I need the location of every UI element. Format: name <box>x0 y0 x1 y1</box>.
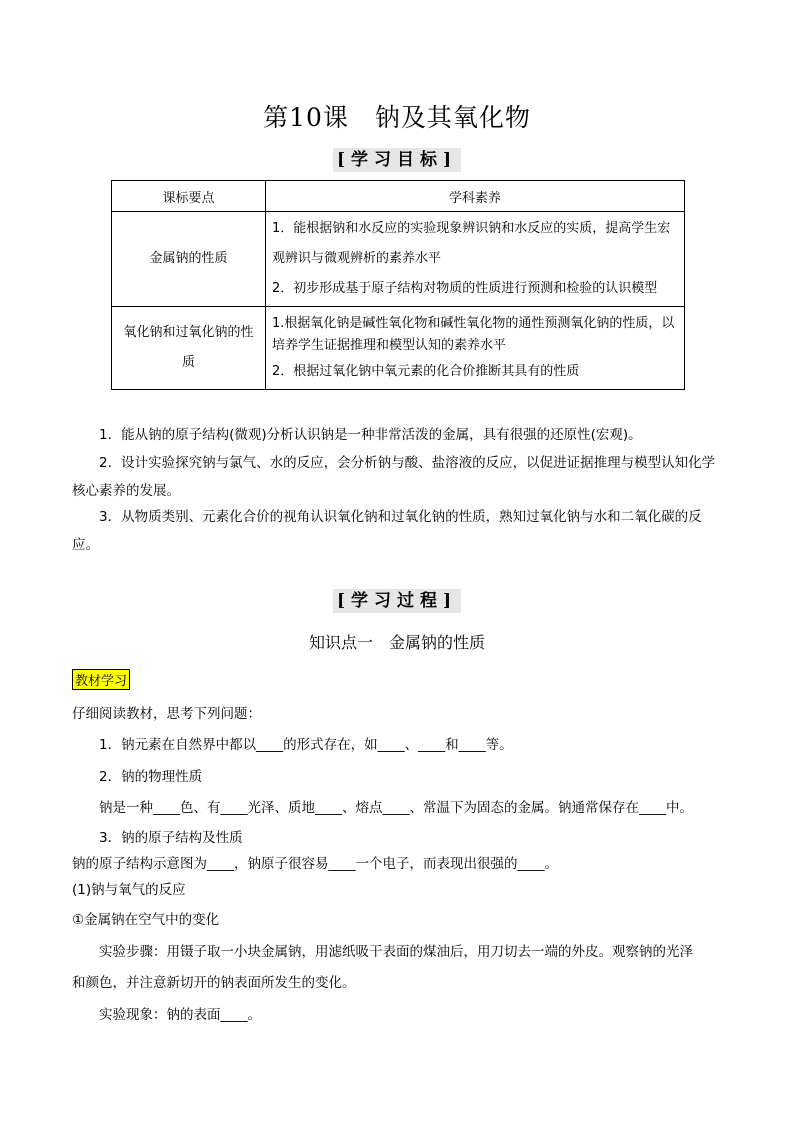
learning-goals-banner: [学习目标] <box>327 143 467 172</box>
table-cell-topic: 金属钠的性质 <box>112 212 266 307</box>
table-header-row <box>112 181 685 212</box>
page-title: 第10课 钠及其氧化物 <box>263 103 531 132</box>
literacy-item: 2．初步形成基于原子结构对物质的性质进行预测和检验的认识模型 <box>272 281 658 296</box>
textbook-study-tag: 教材学习 <box>72 669 130 690</box>
goals-table <box>111 180 685 390</box>
table-row <box>112 307 685 390</box>
goal-item: 3．从物质类别、元素化合价的视角认识氧化钠和过氧化钠的性质，熟知过氧化钠与水和二氧化碳的反应。 <box>72 509 702 553</box>
table-cell-literacy <box>266 212 685 307</box>
question-item: 3．钠的原子结构及性质 <box>99 830 243 846</box>
learning-process-banner: [学习过程] <box>327 584 467 613</box>
literacy-item: 2．根据过氧化钠中氧元素的化合价推断其具有的性质 <box>272 364 580 379</box>
subheading: (1)钠与氧气的反应 <box>72 882 186 898</box>
question-item: 1．钠元素在自然界中都以____的形式存在，如____、____和____等。 <box>99 737 513 753</box>
table-header-cell: 课标要点 <box>112 181 266 212</box>
goal-item: 2．设计实验探究钠与氯气、水的反应，会分析钠与酸、盐溶液的反应，以促进证据推理与模型认知化学核心素养的发展。 <box>72 455 716 499</box>
literacy-item: 1．能根据钠和水反应的实验现象辨识钠和水反应的实质，提高学生宏观辨识与微观辨析的素养水平 <box>272 221 671 266</box>
experiment-result: 实验现象：钠的表面____。 <box>99 1007 261 1023</box>
experiment-steps: 和颜色，并注意新切开的钠表面所发生的变化。 <box>72 975 356 991</box>
fill-blank-line: 钠的原子结构示意图为____，钠原子很容易____一个电子，而表现出很强的____。 <box>72 856 558 872</box>
table-cell-literacy <box>266 307 685 390</box>
experiment-steps: 实验步骤：用镊子取一小块金属钠，用滤纸吸干表面的煤油后，用刀切去一端的外皮。观察钠的光泽 <box>99 944 693 960</box>
table-row <box>112 212 685 307</box>
table-cell-topic <box>112 307 266 390</box>
goal-item: 1．能从钠的原子结构(微观)分析认识钠是一种非常活泼的金属，具有很强的还原性(宏观)。 <box>99 427 642 443</box>
subheading: ①金属钠在空气中的变化 <box>72 912 220 928</box>
section-heading: 知识点一 金属钠的性质 <box>308 633 485 652</box>
table-header-cell: 学科素养 <box>266 181 685 212</box>
literacy-item: 1.根据氧化钠是碱性氧化物和碱性氧化物的通性预测氧化钠的性质，以培养学生证据推理和模型认知的素养水平 <box>272 316 675 353</box>
topic-text: 氧化钠和过氧化钠的性质 <box>123 325 254 370</box>
fill-blank-line: 钠是一种____色、有____光泽、质地____、熔点____、常温下为固态的金属。钠通常保存在____中。 <box>99 800 693 816</box>
text-line: 仔细阅读教材，思考下列问题： <box>72 706 261 722</box>
question-item: 2．钠的物理性质 <box>99 769 203 785</box>
